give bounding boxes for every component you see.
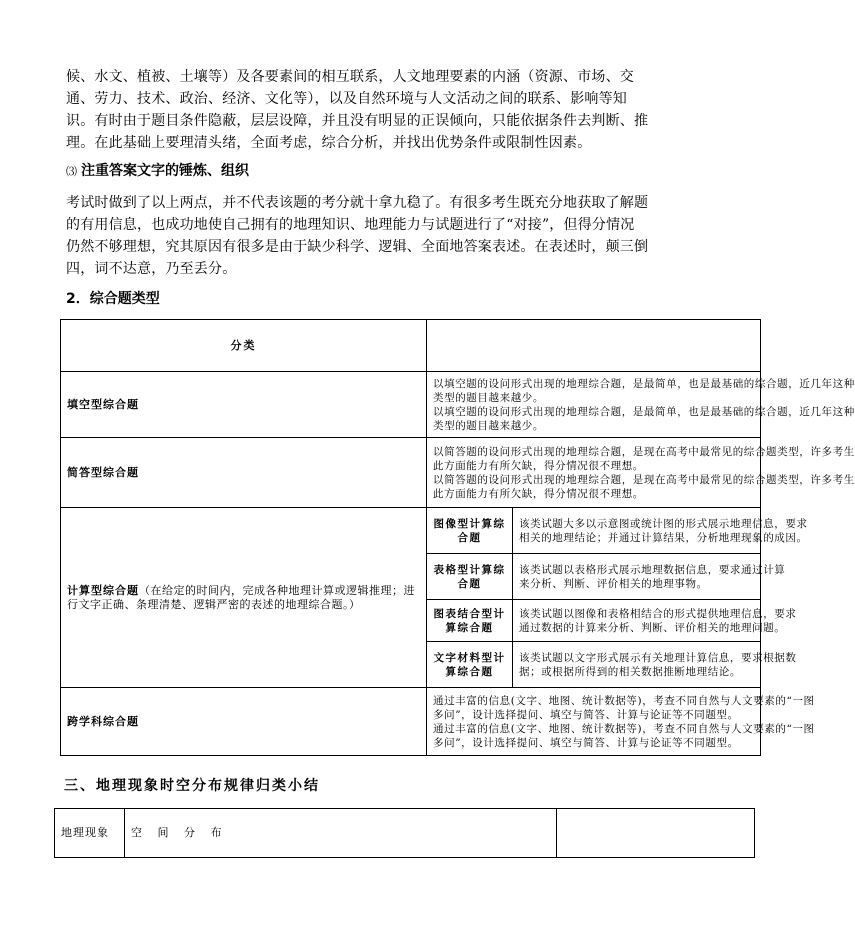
text-line: 据；或根据所得到的相关数据推断地理结论。: [519, 665, 741, 678]
point-number: ⑶: [66, 165, 77, 178]
text-line: 通过丰富的信息(文字、地图、统计数据等)，考查不同自然与人文要素的“一图: [433, 722, 815, 735]
text-line: 相关的地理结论；并通过计算结果，分析地理现象的成因。: [519, 531, 808, 544]
description-header: [427, 320, 761, 372]
text-line: 以简答题的设问形式出现的地理综合题，是现在高考中最常见的综合题类型，许多考生: [433, 473, 855, 486]
section-3-title: 三、地理现象时空分布规律归类小结: [64, 778, 320, 794]
table-calc-label: 表格型计算综合题: [427, 554, 513, 600]
text-line: 四，词不达意，乃至丢分。: [66, 261, 237, 277]
text-line: 多问”，设计选择提问、填空与简答、计算与论证等不同题型。: [433, 736, 739, 749]
text-line: 考试时做到了以上两点，并不代表该题的考分就十拿九稳了。有很多考生既充分地获取了解题: [66, 195, 649, 211]
text-line: 该类试题以文字形式展示有关地理计算信息，要求根据数: [519, 651, 797, 664]
table-header-row: [55, 809, 755, 858]
empty-header-cell: [557, 809, 755, 858]
interdisciplinary-label: 跨学科综合题: [61, 688, 427, 756]
table-row: [61, 688, 761, 756]
text-line: 该类试题大多以示意图或统计图的形式展示地理信息，要求: [519, 517, 808, 530]
text-line: 以填空题的设问形式出现的地理综合题，是最简单，也是最基础的综合题，近几年这种: [433, 377, 855, 390]
category-header: 分类: [61, 320, 427, 372]
text-line: 理。在此基础上要理清头绪，全面考虑，综合分析，并找出优势条件或限制性因素。: [66, 135, 592, 151]
text-line: 仍然不够理想，究其原因有很多是由于缺少科学、逻辑、全面地答案表述。在表述时，颠三倒: [66, 239, 649, 255]
text-line: 通过数据的计算来分析、判断、评价相关的地理问题。: [519, 621, 786, 634]
text-line: 类型的题目越来越少。: [433, 391, 544, 404]
image-calc-label: 图像型计算综合题: [427, 508, 513, 554]
text-line: 多问”，设计选择提问、填空与简答、计算与论证等不同题型。: [433, 708, 739, 721]
answer-paragraph: [66, 192, 666, 280]
phenomenon-header: 地理现象: [55, 809, 125, 858]
text-line: 该类试题以表格形式展示地理数据信息，要求通过计算: [519, 563, 786, 576]
text-line: 类型的题目越来越少。: [433, 419, 544, 432]
text-line: 识。有时由于题目条件隐蔽，层层设障，并且没有明显的正误倾向，只能依据条件去判断、推: [66, 113, 649, 129]
text-line: 候、水文、植被、土壤等）及各要素间的相互联系，人文地理要素的内涵（资源、市场、交: [66, 69, 634, 85]
question-type-table: [60, 319, 855, 756]
text-calc-label: 文字材料型计算综合题: [427, 642, 513, 688]
table-calc-description: [513, 554, 786, 600]
text-line: 通过丰富的信息(文字、地图、统计数据等)，考查不同自然与人文要素的“一图: [433, 694, 815, 707]
calculation-label-cell: [61, 508, 427, 688]
text-line: 此方面能力有所欠缺，得分情况很不理想。: [433, 487, 644, 500]
calculation-note: （在给定的时间内，完成各种地理计算或逻辑推理；进行文字正确、条理清楚、逻辑严密的表述的地理综合题。）: [67, 583, 415, 611]
point-3-heading: [66, 160, 249, 180]
calculation-label: 计算型综合题: [67, 583, 139, 597]
fill-in-description: [427, 372, 855, 438]
spatial-distribution-header: 空 间 分 布: [125, 809, 557, 858]
short-answer-description: [427, 438, 855, 508]
table-row: [61, 438, 761, 508]
text-line: 通、劳力、技术、政治、经济、文化等），以及自然环境与人文活动之间的联系、影响等知: [66, 91, 627, 107]
text-line: 以填空题的设问形式出现的地理综合题，是最简单，也是最基础的综合题，近几年这种: [433, 405, 855, 418]
text-line: 的有用信息，也成功地使自己拥有的地理知识、地理能力与试题进行了“对接”，但得分情况: [66, 217, 635, 233]
fill-in-label: 填空型综合题: [61, 372, 427, 438]
text-line: 此方面能力有所欠缺，得分情况很不理想。: [433, 459, 644, 472]
intro-paragraph: [66, 66, 666, 154]
point-title: 注重答案文字的锤炼、组织: [81, 163, 249, 179]
distribution-table: [54, 808, 755, 858]
table-row: [61, 372, 761, 438]
text-line: 来分析、判断、评价相关的地理事物。: [519, 577, 708, 590]
section-2-title: 2．综合题类型: [66, 291, 160, 307]
text-line: 以简答题的设问形式出现的地理综合题，是现在高考中最常见的综合题类型，许多考生: [433, 445, 855, 458]
image-calc-description: [513, 508, 808, 554]
text-line: 该类试题以图像和表格相结合的形式提供地理信息，要求: [519, 607, 797, 620]
short-answer-label: 简答型综合题: [61, 438, 427, 508]
table-row: [61, 508, 761, 554]
text-calc-description: [513, 642, 797, 688]
combined-calc-description: [513, 600, 797, 642]
combined-calc-label: 图表结合型计算综合题: [427, 600, 513, 642]
interdisciplinary-description: [427, 688, 815, 756]
table-header-row: [61, 320, 761, 372]
